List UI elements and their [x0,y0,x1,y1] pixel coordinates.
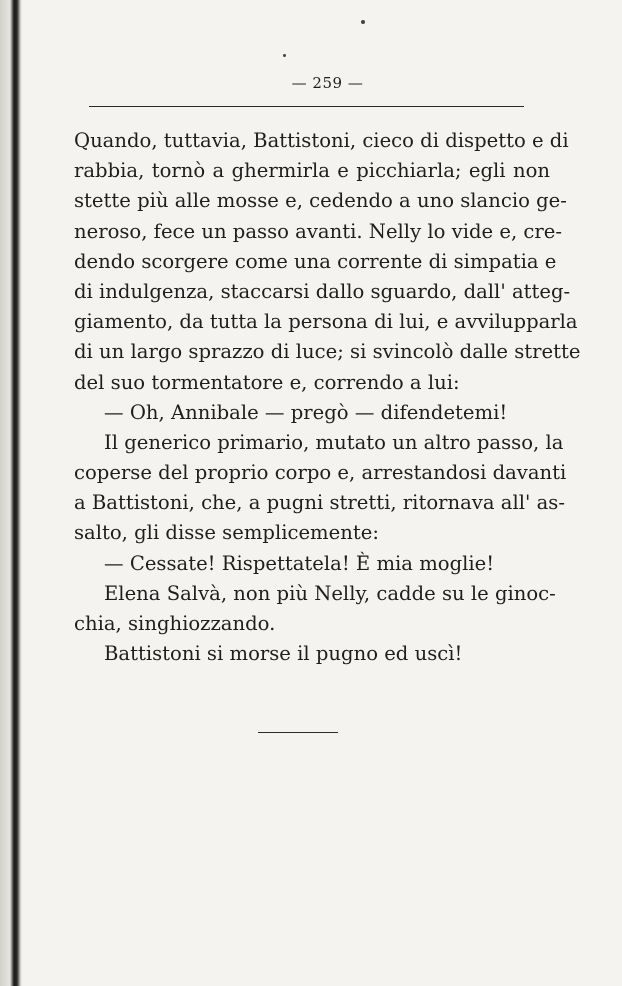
text-line: chia, singhiozzando. [74,612,276,635]
text-line: Il generico primario, mutato un altro passo, la [104,430,564,454]
text-line: Quando, tuttavia, Battistoni, cieco di dispetto e di [74,129,569,152]
page-number-text: — 259 — [291,74,364,92]
body-text [74,126,581,669]
text-line: di un largo sprazzo di luce; si svincolò dalle strette [74,340,581,364]
text-line: a Battistoni, che, a pugni stretti, ritornava all' as- [74,491,565,515]
text-line: coperse del proprio corpo e, arrestandosi davanti [74,461,567,485]
text-line: di indulgenza, staccarsi dallo sguardo, dall' atteg- [74,279,571,303]
text-line: dendo scorgere come una corrente di simpatia e [74,249,557,273]
text-line: Elena Salvà, non più Nelly, cadde su le ginoc- [104,581,556,605]
scan-edge-shadow [0,0,22,986]
header-rule [89,106,524,107]
ink-speck [283,54,286,57]
text-line: del suo tormentatore e, correndo a lui: [74,370,460,394]
text-line: salto, gli disse semplicemente: [74,521,379,545]
ink-speck [361,20,365,24]
text-line: — Oh, Annibale — pregò — difendetemi! [104,400,508,424]
text-line: rabbia, tornò a ghermirla e picchiarla; egli non [74,159,550,183]
text-line: stette più alle mosse e, cedendo a uno slancio ge- [74,189,567,213]
end-rule [258,732,338,733]
text-line: giamento, da tutta la persona di lui, e avvilupparla [74,310,578,334]
text-line: neroso, fece un passo avanti. Nelly lo vide e, cre- [74,219,562,243]
text-line: — Cessate! Rispettatela! È mia moglie! [104,551,495,575]
text-line: Battistoni si morse il pugno ed uscì! [104,642,463,666]
page-number [0,74,622,92]
